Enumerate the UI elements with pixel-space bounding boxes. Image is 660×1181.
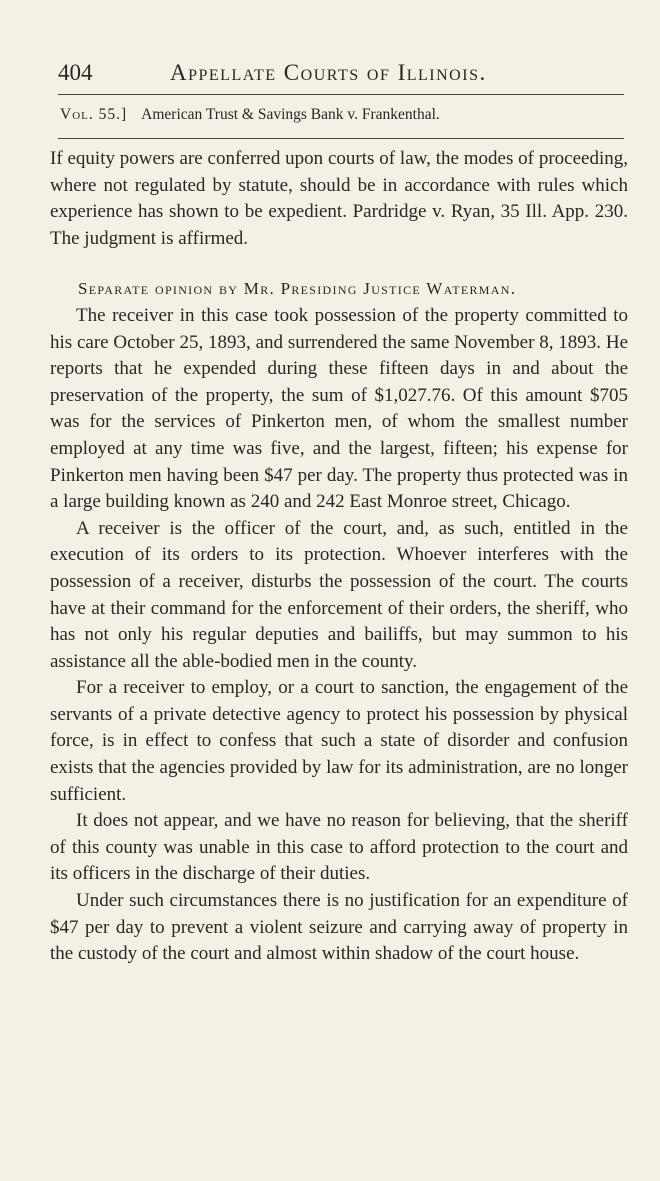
page-number: 404	[58, 60, 93, 85]
volume-label: Vol. 55.]	[60, 106, 128, 123]
page-body	[50, 146, 628, 968]
citation-rule	[58, 138, 624, 139]
running-title: Appellate Courts of Illinois.	[170, 60, 487, 85]
paragraph-conclusion: Under such circumstances there is no justification for an expenditure of $47 per day to prevent a violent seizure and carrying away of property in the custody of the court and almost within shadow of the court house.	[50, 890, 628, 965]
paragraph-detective-agency: For a receiver to employ, or a court to sanction, the engagement of the servants of a private detective agency to protect his possession by physical force, is in effect to confess that such a state of disorder and confusion exists that the agencies provided by law for its administration, are no longer sufficient.	[50, 677, 628, 805]
paragraph-officer: A receiver is the officer of the court, and, as such, entitled in the execution of its orders to its protection. Whoever interferes with the possession of a receiver, disturbs the possession of the court. The courts have at their command for the enforcement of their orders, the sheriff, who has not only his regular deputies and bailiffs, but may summon to his assistance all the able-bodied men in the county.	[50, 517, 628, 672]
paragraph-judgment: If equity powers are conferred upon courts of law, the modes of proceeding, where not regulated by statute, should be in accordance with rules which experience has shown to be expedient. Pardridge v. Ryan, 35 Ill. App. 230. The judgment is affirmed.	[50, 148, 628, 249]
page-header	[58, 58, 618, 88]
header-rule	[58, 94, 624, 95]
paragraph-sheriff: It does not appear, and we have no reason for believing, that the sheriff of this county was unable in this case to afford protection to the court and its officers in the discharge of their duties.	[50, 810, 628, 885]
paragraph-receiver: The receiver in this case took possession of the property committed to his care October 25, 1893, and surrendered the same November 8, 1893. He reports that he expended during these fifteen days in and about the preservation of the property, the sum of $1,027.76. Of this amount $705 was for the services of Pinkerton men, of whom the smallest number employed at any time was five, and the largest, fifteen; his expense for Pinkerton men having been $47 per day. The property thus protected was in a large building known as 240 and 242 East Monroe street, Chicago.	[50, 304, 628, 513]
case-name: American Trust & Savings Bank v. Frankenthal.	[141, 106, 440, 123]
case-citation	[60, 104, 620, 126]
separate-opinion-heading: Separate opinion by Mr. Presiding Justice Waterman.	[78, 279, 517, 299]
